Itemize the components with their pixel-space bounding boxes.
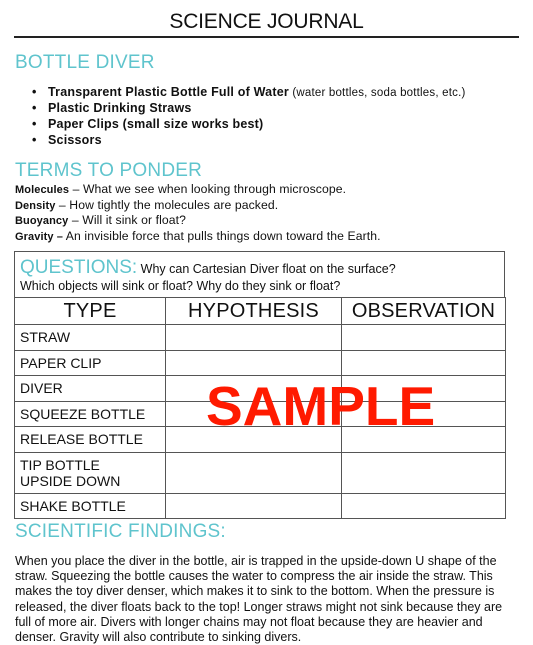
header-hypothesis: HYPOTHESIS <box>166 298 342 325</box>
material-label: Plastic Drinking Straws <box>48 101 192 115</box>
hypothesis-cell[interactable] <box>166 401 342 427</box>
sample-watermark: SAMPLE <box>206 375 436 437</box>
type-cell: SHAKE BOTTLE <box>15 493 166 519</box>
bullet-icon: • <box>32 133 37 147</box>
term-word: Buoyancy <box>15 215 69 227</box>
material-label: Transparent Plastic Bottle Full of Water <box>48 85 289 99</box>
term-row <box>15 229 381 245</box>
questions-heading: QUESTIONS: <box>20 257 138 278</box>
table-row <box>15 427 506 453</box>
observation-cell[interactable] <box>342 401 506 427</box>
table-row <box>15 401 506 427</box>
table-row <box>15 350 506 376</box>
bullet-icon: • <box>32 101 37 115</box>
materials-heading: BOTTLE DIVER <box>15 52 155 73</box>
questions-line-2: Which objects will sink or float? Why do they sink or float? <box>20 279 341 293</box>
observation-cell[interactable] <box>342 452 506 493</box>
bullet-icon: • <box>32 85 37 99</box>
findings-text: When you place the diver in the bottle, air is trapped in the upside-down U shape of the straw. Squeezing the bottle causes the water to compress the air inside the straw. This makes the toy diver denser, which makes it to sink to the bottom. When the pressure is released, the diver floats back to the top! Longer straws might not sink because they are full of more air. Divers with longer chains may not float because they are heavier and denser. Gravity will also contribute to sinking divers. <box>15 554 503 645</box>
observation-cell[interactable] <box>342 376 506 402</box>
hypothesis-cell[interactable] <box>166 350 342 376</box>
table-row <box>15 325 506 351</box>
term-row <box>15 198 381 214</box>
type-cell: RELEASE BOTTLE <box>15 427 166 453</box>
journal-table <box>14 297 506 519</box>
observation-cell[interactable] <box>342 493 506 519</box>
hypothesis-cell[interactable] <box>166 493 342 519</box>
term-definition: – How tightly the molecules are packed. <box>55 197 279 212</box>
term-word: Molecules <box>15 184 70 196</box>
table-row <box>15 376 506 402</box>
questions-box <box>14 251 505 297</box>
type-cell: PAPER CLIP <box>15 350 166 376</box>
type-cell: SQUEEZE BOTTLE <box>15 401 166 427</box>
observation-cell[interactable] <box>342 427 506 453</box>
page-title: SCIENCE JOURNAL <box>169 10 364 33</box>
material-note: (water bottles, soda bottles, etc.) <box>288 87 466 99</box>
bullet-icon: • <box>32 117 37 131</box>
findings-heading: SCIENTIFIC FINDINGS: <box>15 521 226 542</box>
term-definition: – Will it sink or float? <box>68 213 187 227</box>
material-label: Paper Clips (small size works best) <box>48 117 264 131</box>
header-observation: OBSERVATION <box>342 298 506 325</box>
materials-list <box>32 84 466 148</box>
table-header-row <box>15 298 506 325</box>
type-cell: STRAW <box>15 325 166 351</box>
table-row <box>15 493 506 519</box>
term-row <box>15 213 381 229</box>
type-cell <box>15 452 166 493</box>
questions-line-1 <box>20 257 396 279</box>
term-word: Density <box>15 199 56 212</box>
hypothesis-cell[interactable] <box>166 325 342 351</box>
title-divider <box>14 36 519 38</box>
question-text: Why can Cartesian Diver float on the surface? <box>137 262 396 276</box>
type-cell-line-1: TIP BOTTLE <box>20 456 100 473</box>
table-row <box>15 452 506 493</box>
list-item <box>32 100 466 116</box>
hypothesis-cell[interactable] <box>166 376 342 402</box>
terms-heading: TERMS TO PONDER <box>15 160 203 181</box>
header-type: TYPE <box>15 298 166 325</box>
material-label: Scissors <box>48 133 102 147</box>
type-cell: DIVER <box>15 376 166 402</box>
term-row <box>15 182 381 198</box>
hypothesis-cell[interactable] <box>166 452 342 493</box>
terms-list <box>15 182 381 244</box>
term-definition: – What we see when looking through microscope. <box>69 182 347 196</box>
term-definition: An invisible force that pulls things down toward the Earth. <box>62 228 381 243</box>
type-cell-line-2: UPSIDE DOWN <box>20 472 121 489</box>
list-item <box>32 84 466 100</box>
observation-cell[interactable] <box>342 325 506 351</box>
list-item <box>32 132 466 148</box>
hypothesis-cell[interactable] <box>166 427 342 453</box>
term-word: Gravity – <box>15 230 63 243</box>
observation-cell[interactable] <box>342 350 506 376</box>
list-item <box>32 116 466 132</box>
